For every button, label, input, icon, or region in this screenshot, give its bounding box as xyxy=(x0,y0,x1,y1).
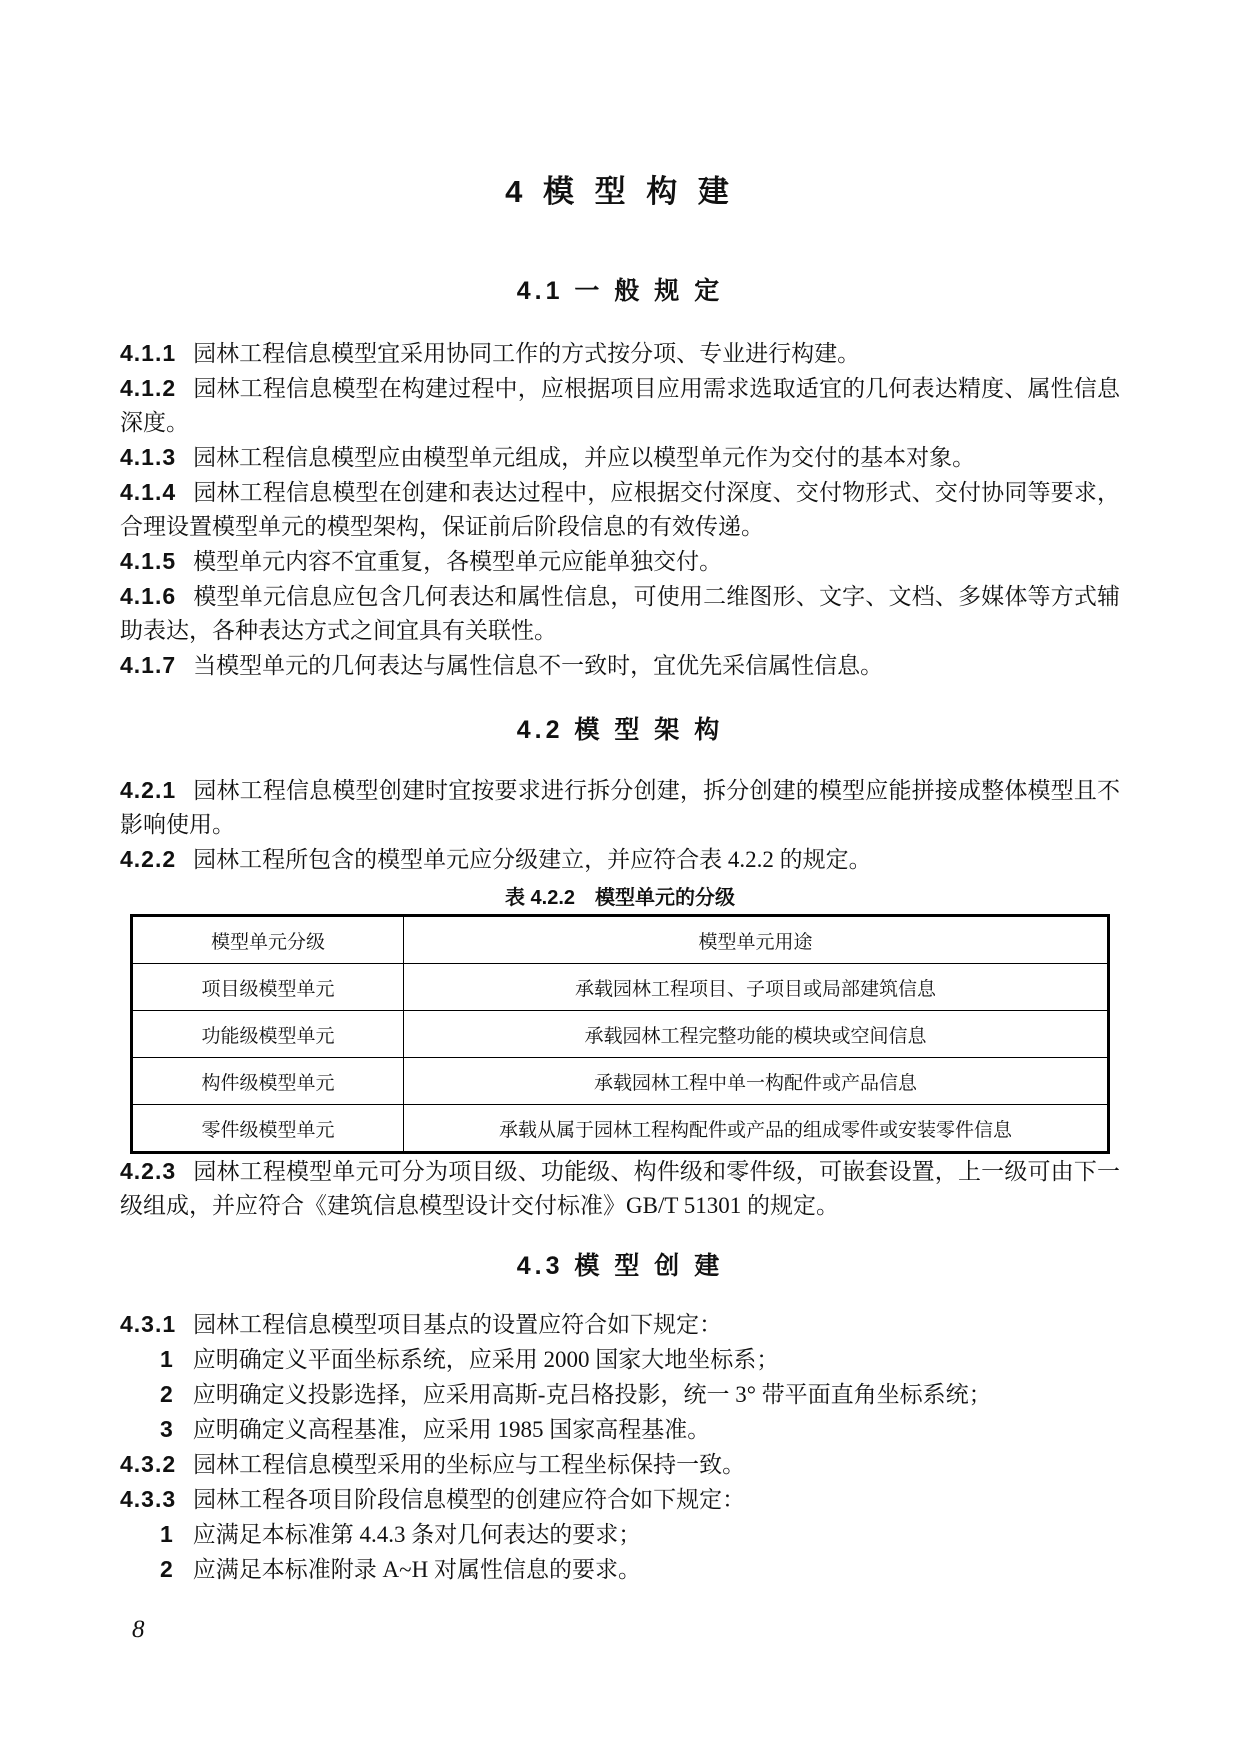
section-heading-4-2: 4.2 模 型 架 构 xyxy=(516,716,724,744)
table-header-row xyxy=(132,916,1109,964)
item-text: 应明确定义投影选择，应采用高斯-克吕格投影，统一 3° 带平面直角坐标系统； xyxy=(192,1382,992,1407)
table-row xyxy=(132,1011,1109,1058)
item-text: 应满足本标准附录 A~H 对属性信息的要求。 xyxy=(192,1557,641,1582)
clause-number: 4.3.3 xyxy=(120,1486,177,1512)
section-heading-4-1: 4.1 一 般 规 定 xyxy=(516,277,724,305)
table-caption: 表 4.2.2 模型单元的分级 xyxy=(504,887,736,909)
table-cell-level: 零件级模型单元 xyxy=(132,1105,404,1153)
clause-number: 4.1.4 xyxy=(120,479,177,505)
clause-text: 园林工程信息模型应由模型单元组成，并应以模型单元作为交付的基本对象。 xyxy=(193,445,976,470)
clause-number: 4.1.1 xyxy=(120,340,177,366)
list-item-4-3-3-2 xyxy=(120,1552,1120,1587)
item-number: 2 xyxy=(160,1556,173,1582)
item-number: 1 xyxy=(160,1521,173,1547)
clause-4-2-1 xyxy=(120,773,1120,842)
item-number: 3 xyxy=(160,1416,173,1442)
list-item-4-3-1-2 xyxy=(120,1377,1120,1412)
list-item-4-3-3-1 xyxy=(120,1517,1120,1552)
table-cell-usage: 承载园林工程中单一构配件或产品信息 xyxy=(404,1058,1109,1105)
clause-4-1-7 xyxy=(120,648,1120,683)
clause-text: 园林工程模型单元可分为项目级、功能级、构件级和零件级，可嵌套设置，上一级可由下一级组成，并应符合《建筑信息模型设计交付标准》GB/T 51301 的规定。 xyxy=(120,1159,1120,1218)
clause-4-2-2 xyxy=(120,842,1120,877)
list-item-4-3-1-3 xyxy=(120,1412,1120,1447)
item-text: 应满足本标准第 4.4.3 条对几何表达的要求； xyxy=(192,1522,642,1547)
table-cell-usage: 承载园林工程项目、子项目或局部建筑信息 xyxy=(404,964,1109,1011)
clause-text: 园林工程信息模型项目基点的设置应符合如下规定： xyxy=(193,1312,723,1337)
table-header-cell-grading: 模型单元分级 xyxy=(132,916,404,964)
table-cell-usage: 承载从属于园林工程构配件或产品的组成零件或安装零件信息 xyxy=(404,1105,1109,1153)
clause-text: 当模型单元的几何表达与属性信息不一致时，宜优先采信属性信息。 xyxy=(193,653,884,678)
clause-text: 园林工程所包含的模型单元应分级建立，并应符合表 4.2.2 的规定。 xyxy=(193,847,872,872)
clause-4-1-3 xyxy=(120,440,1120,475)
clause-number: 4.2.1 xyxy=(120,777,177,803)
item-number: 1 xyxy=(160,1346,173,1372)
table-cell-usage: 承载园林工程完整功能的模块或空间信息 xyxy=(404,1011,1109,1058)
clause-number: 4.2.3 xyxy=(120,1158,177,1184)
table-row xyxy=(132,964,1109,1011)
clause-number: 4.1.7 xyxy=(120,652,177,678)
table-header-cell-usage: 模型单元用途 xyxy=(404,916,1109,964)
page-number: 8 xyxy=(132,1616,145,1643)
clause-4-1-4 xyxy=(120,475,1120,544)
model-unit-grading-table xyxy=(130,914,1110,1154)
clause-number: 4.2.2 xyxy=(120,846,177,872)
table-cell-level: 构件级模型单元 xyxy=(132,1058,404,1105)
table-row xyxy=(132,1105,1109,1153)
item-number: 2 xyxy=(160,1381,173,1407)
clause-4-3-3 xyxy=(120,1482,1120,1517)
table-row xyxy=(132,1058,1109,1105)
clause-text: 模型单元信息应包含几何表达和属性信息，可使用二维图形、文字、文档、多媒体等方式辅助表达，各种表达方式之间宜具有关联性。 xyxy=(120,584,1120,643)
clause-4-1-2 xyxy=(120,371,1120,440)
clause-number: 4.1.2 xyxy=(120,375,177,401)
list-item-4-3-1-1 xyxy=(120,1342,1120,1377)
table-cell-level: 功能级模型单元 xyxy=(132,1011,404,1058)
clause-text: 园林工程信息模型在创建和表达过程中，应根据交付深度、交付物形式、交付协同等要求，合理设置模型单元的模型架构，保证前后阶段信息的有效传递。 xyxy=(120,480,1120,539)
clause-text: 园林工程信息模型在构建过程中，应根据项目应用需求选取适宜的几何表达精度、属性信息深度。 xyxy=(120,376,1120,435)
clause-number: 4.3.2 xyxy=(120,1451,177,1477)
clause-4-1-5 xyxy=(120,544,1120,579)
clause-4-2-3 xyxy=(120,1154,1120,1223)
clause-4-1-1 xyxy=(120,336,1120,371)
clause-number: 4.1.3 xyxy=(120,444,177,470)
clause-text: 园林工程信息模型采用的坐标应与工程坐标保持一致。 xyxy=(193,1452,746,1477)
chapter-title: 4 模 型 构 建 xyxy=(505,174,735,209)
table-cell-level: 项目级模型单元 xyxy=(132,964,404,1011)
item-text: 应明确定义平面坐标系统，应采用 2000 国家大地坐标系； xyxy=(192,1347,780,1372)
clause-text: 园林工程信息模型宜采用协同工作的方式按分项、专业进行构建。 xyxy=(193,341,861,366)
section-heading-4-3: 4.3 模 型 创 建 xyxy=(516,1252,724,1280)
item-text: 应明确定义高程基准，应采用 1985 国家高程基准。 xyxy=(192,1417,711,1442)
clause-number: 4.1.5 xyxy=(120,548,177,574)
clause-text: 模型单元内容不宜重复，各模型单元应能单独交付。 xyxy=(193,549,723,574)
clause-text: 园林工程信息模型创建时宜按要求进行拆分创建，拆分创建的模型应能拼接成整体模型且不影响使用。 xyxy=(120,778,1120,837)
clause-4-1-6 xyxy=(120,579,1120,648)
clause-number: 4.1.6 xyxy=(120,583,177,609)
clause-text: 园林工程各项目阶段信息模型的创建应符合如下规定： xyxy=(193,1487,746,1512)
clause-4-3-1 xyxy=(120,1307,1120,1342)
clause-number: 4.3.1 xyxy=(120,1311,177,1337)
clause-4-3-2 xyxy=(120,1447,1120,1482)
